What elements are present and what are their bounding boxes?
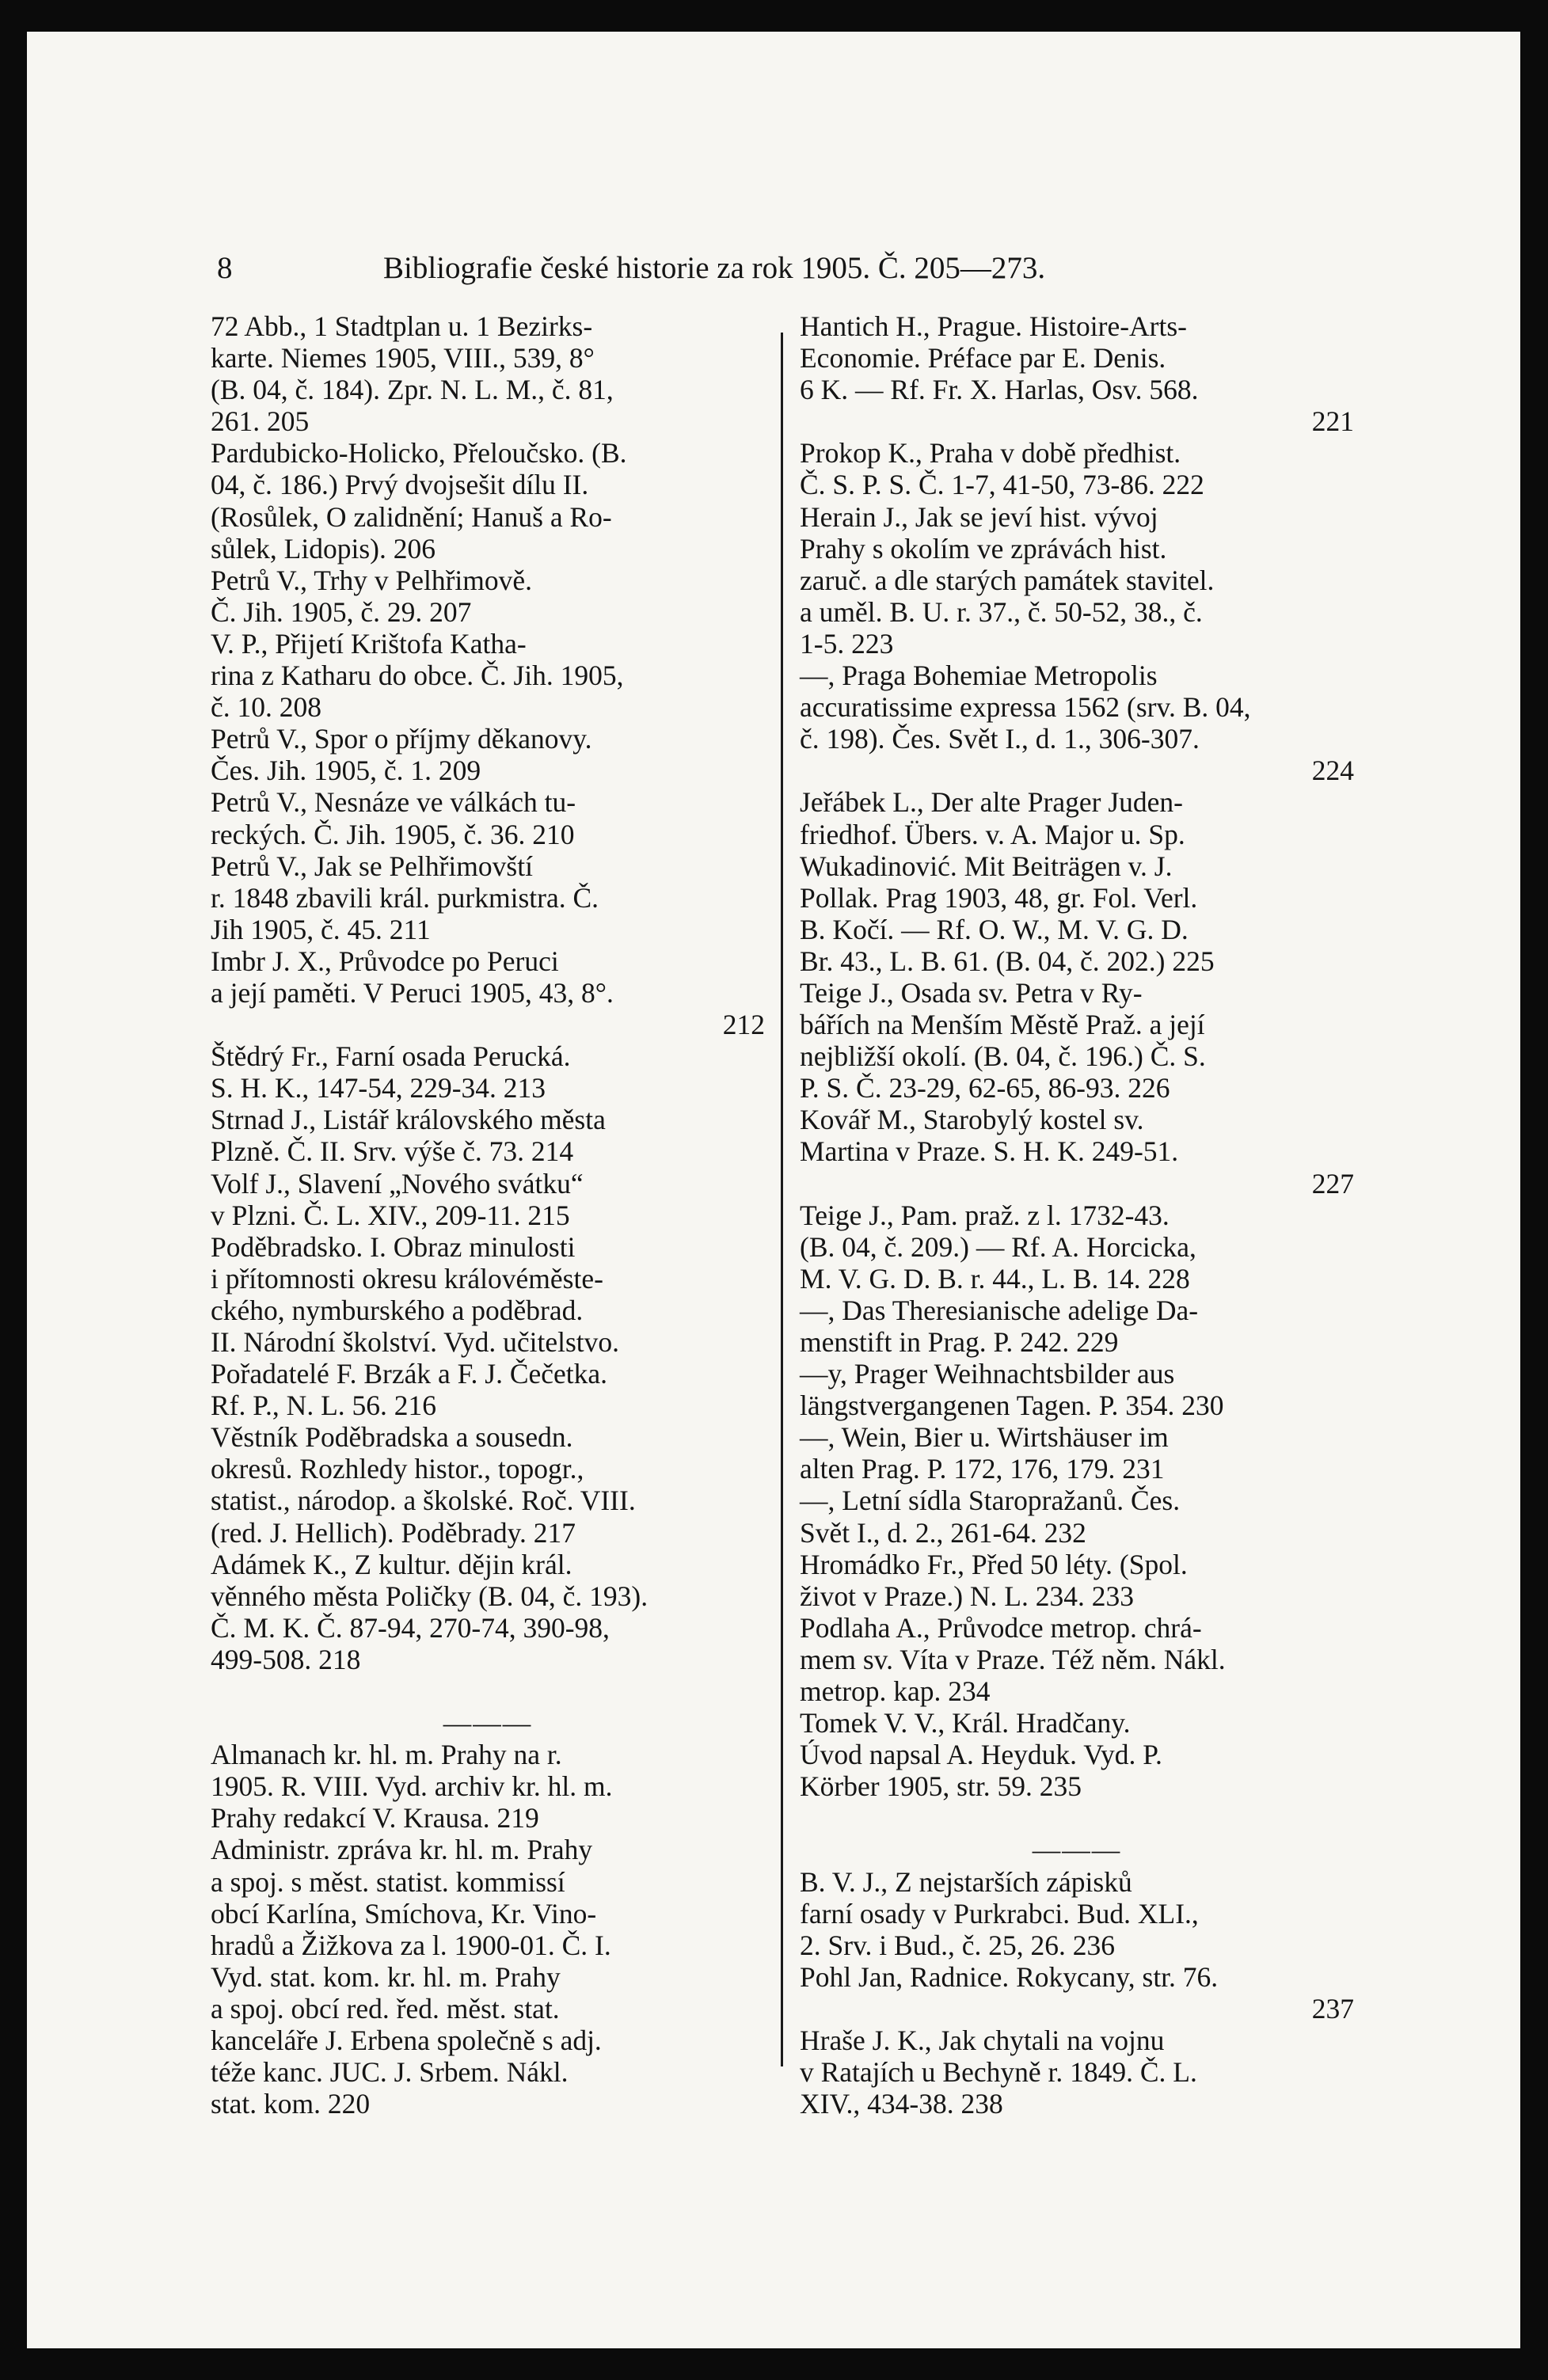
text-line: r. 1848 zbavili král. purkmistra. Č.	[211, 881, 599, 914]
text-line: mem sv. Víta v Praze. Též něm. Nákl.	[800, 1643, 1226, 1675]
section-separator: ———	[443, 1707, 533, 1739]
text-line: B. V. J., Z nejstarších zápisků	[800, 1865, 1132, 1898]
text-line: Martina v Praze. S. H. K. 249-51.	[800, 1135, 1179, 1168]
text-line: Tomek V. V., Král. Hradčany.	[800, 1707, 1131, 1739]
text-line: 72 Abb., 1 Stadtplan u. 1 Bezirks-	[211, 310, 593, 342]
text-line: karte. Niemes 1905, VIII., 539, 8°	[211, 342, 595, 374]
right-column	[800, 310, 1354, 2120]
text-line: stat. kom. 220	[211, 2088, 371, 2120]
text-line: zaruč. a dle starých památek stavitel.	[800, 564, 1215, 596]
text-line: Körber 1905, str. 59. 235	[800, 1770, 1082, 1803]
text-line: Hraše J. K., Jak chytali na vojnu	[800, 2024, 1165, 2056]
text-line: Volf J., Slavení „Nového svátku“	[211, 1167, 584, 1200]
text-line: Vyd. stat. kom. kr. hl. m. Prahy	[211, 1960, 561, 1993]
text-line: Wukadinović. Mit Beiträgen v. J.	[800, 850, 1173, 882]
text-line: Petrů V., Spor o příjmy děkanovy.	[211, 723, 592, 755]
text-line: Úvod napsal A. Heyduk. Vyd. P.	[800, 1739, 1162, 1771]
text-line: (Rosůlek, O zalidnění; Hanuš a Ro-	[211, 500, 612, 533]
text-line: a její paměti. V Peruci 1905, 43, 8°.	[211, 976, 614, 1009]
text-line: —, Wein, Bier u. Wirtshäuser im	[800, 1421, 1169, 1454]
text-line: 499-508. 218	[211, 1643, 361, 1675]
section-separator: ———	[1032, 1834, 1122, 1866]
text-line: M. V. G. D. B. r. 44., L. B. 14. 228	[800, 1262, 1190, 1295]
text-line: 1905. R. VIII. Vyd. archiv kr. hl. m.	[211, 1770, 613, 1803]
text-line: věnného města Poličky (B. 04, č. 193).	[211, 1580, 648, 1612]
text-line: V. P., Přijetí Krištofa Katha-	[211, 627, 527, 660]
left-column	[211, 310, 765, 2120]
text-line: 224	[1311, 755, 1354, 787]
text-line: Svět I., d. 2., 261-64. 232	[800, 1516, 1086, 1549]
text-line: reckých. Č. Jih. 1905, č. 36. 210	[211, 818, 575, 850]
text-line: Prahy redakcí V. Krausa. 219	[211, 1802, 539, 1834]
text-line: 227	[1311, 1167, 1354, 1200]
text-line: statist., národop. a školské. Roč. VIII.	[211, 1485, 636, 1517]
text-line: č. 10. 208	[211, 691, 322, 724]
text-line: č. 198). Čes. Svět I., d. 1., 306-307.	[800, 723, 1200, 755]
text-line: 261. 205	[211, 405, 310, 438]
text-line: Teige J., Osada sv. Petra v Ry-	[800, 976, 1143, 1009]
text-line: Věstník Poděbradska a sousedn.	[211, 1421, 573, 1454]
text-line: Č. S. P. S. Č. 1-7, 41-50, 73-86. 222	[800, 469, 1204, 501]
text-line: menstift in Prag. P. 242. 229	[800, 1326, 1119, 1358]
text-line: Pohl Jan, Radnice. Rokycany, str. 76.	[800, 1960, 1219, 1993]
text-line: Imbr J. X., Průvodce po Peruci	[211, 945, 559, 977]
text-line: Jeřábek L., Der alte Prager Juden-	[800, 786, 1183, 819]
text-line: II. Národní školství. Vyd. učitelstvo.	[211, 1326, 620, 1358]
text-line: (B. 04, č. 184). Zpr. N. L. M., č. 81,	[211, 374, 614, 406]
text-line: Podlaha A., Průvodce metrop. chrá-	[800, 1611, 1202, 1644]
text-line: friedhof. Übers. v. A. Major u. Sp.	[800, 818, 1185, 850]
text-line: Čes. Jih. 1905, č. 1. 209	[211, 755, 481, 787]
text-line: Kovář M., Starobylý kostel sv.	[800, 1104, 1144, 1136]
text-line: Jih 1905, č. 45. 211	[211, 913, 431, 945]
text-line: 1-5. 223	[800, 627, 894, 660]
text-line: Petrů V., Jak se Pelhřimovští	[211, 850, 533, 882]
text-line: B. Kočí. — Rf. O. W., M. V. G. D.	[800, 913, 1189, 945]
text-line: 237	[1311, 1992, 1354, 2025]
text-line: v Ratajích u Bechyně r. 1849. Č. L.	[800, 2056, 1197, 2089]
text-line: život v Praze.) N. L. 234. 233	[800, 1580, 1134, 1612]
text-line: 221	[1311, 405, 1354, 438]
text-line: Hromádko Fr., Před 50 léty. (Spol.	[800, 1548, 1188, 1580]
text-line: 04, č. 186.) Prvý dvojsešit dílu II.	[211, 469, 589, 501]
text-line: rina z Katharu do obce. Č. Jih. 1905,	[211, 660, 624, 692]
text-line: S. H. K., 147-54, 229-34. 213	[211, 1072, 546, 1104]
text-line: a spoj. obcí red. řed. měst. stat.	[211, 1992, 560, 2025]
text-line: hradů a Žižkova za l. 1900-01. Č. I.	[211, 1929, 611, 1961]
text-line: 212	[722, 1009, 765, 1041]
column-divider	[781, 333, 783, 2066]
text-line: —, Praga Bohemiae Metropolis	[800, 660, 1158, 692]
text-line: XIV., 434-38. 238	[800, 2088, 1003, 2120]
text-line: Teige J., Pam. praž. z l. 1732-43.	[800, 1199, 1170, 1231]
text-line: obcí Karlína, Smíchova, Kr. Vino-	[211, 1897, 597, 1929]
text-line: längstvergangenen Tagen. P. 354. 230	[800, 1390, 1224, 1422]
text-line: kanceláře J. Erbena společně s adj.	[211, 2024, 602, 2056]
text-line: Br. 43., L. B. 61. (B. 04, č. 202.) 225	[800, 945, 1215, 977]
text-line: a uměl. B. U. r. 37., č. 50-52, 38., č.	[800, 595, 1203, 628]
text-line: farní osady v Purkrabci. Bud. XLI.,	[800, 1897, 1199, 1929]
text-line: P. S. Č. 23-29, 62-65, 86-93. 226	[800, 1072, 1170, 1104]
text-line: ckého, nymburského a poděbrad.	[211, 1294, 584, 1326]
text-line: téže kanc. JUC. J. Srbem. Nákl.	[211, 2056, 569, 2089]
text-line: Adámek K., Z kultur. dějin král.	[211, 1548, 572, 1580]
text-line: sůlek, Lidopis). 206	[211, 532, 435, 565]
book-page	[27, 32, 1520, 2348]
section-gap	[800, 1802, 1354, 1834]
text-line: Č. M. K. Č. 87-94, 270-74, 390-98,	[211, 1611, 610, 1644]
text-line: Pardubicko-Holicko, Přeloučsko. (B.	[211, 437, 627, 470]
text-line: Economie. Préface par E. Denis.	[800, 342, 1166, 374]
text-line: —y, Prager Weihnachtsbilder aus	[800, 1358, 1175, 1390]
text-line: accuratissime expressa 1562 (srv. B. 04,	[800, 691, 1251, 724]
text-line: Administr. zpráva kr. hl. m. Prahy	[211, 1834, 593, 1866]
text-line: metrop. kap. 234	[800, 1675, 991, 1708]
text-line: Prahy s okolím ve zprávách hist.	[800, 532, 1167, 565]
section-gap	[211, 1675, 765, 1707]
text-line: okresů. Rozhledy histor., topogr.,	[211, 1453, 584, 1485]
text-line: (B. 04, č. 209.) — Rf. A. Horcicka,	[800, 1230, 1196, 1263]
text-line: bářích na Menším Městě Praž. a její	[800, 1009, 1205, 1041]
text-line: Petrů V., Trhy v Pelhřimově.	[211, 564, 533, 596]
text-line: Herain J., Jak se jeví hist. vývoj	[800, 500, 1158, 533]
running-title: Bibliografie české historie za rok 1905. Č. 205—273.	[383, 251, 1046, 285]
text-line: Poděbradsko. I. Obraz minulosti	[211, 1230, 576, 1263]
text-line: Plzně. Č. II. Srv. výše č. 73. 214	[211, 1135, 574, 1168]
text-line: alten Prag. P. 172, 176, 179. 231	[800, 1453, 1165, 1485]
text-line: 6 K. — Rf. Fr. X. Harlas, Osv. 568.	[800, 374, 1199, 406]
text-line: Rf. P., N. L. 56. 216	[211, 1390, 437, 1422]
text-line: Hantich H., Prague. Histoire-Arts-	[800, 310, 1187, 342]
text-line: Pořadatelé F. Brzák a F. J. Čečetka.	[211, 1358, 608, 1390]
text-line: 2. Srv. i Bud., č. 25, 26. 236	[800, 1929, 1116, 1961]
text-line: Pollak. Prag 1903, 48, gr. Fol. Verl.	[800, 881, 1198, 914]
text-line: (red. J. Hellich). Poděbrady. 217	[211, 1516, 576, 1549]
text-line: Štědrý Fr., Farní osada Perucká.	[211, 1040, 571, 1073]
text-line: i přítomnosti okresu královéměste-	[211, 1262, 603, 1295]
text-line: Č. Jih. 1905, č. 29. 207	[211, 595, 472, 628]
text-line: Prokop K., Praha v době předhist.	[800, 437, 1181, 470]
text-line: Strnad J., Listář královského města	[211, 1104, 606, 1136]
text-line: a spoj. s měst. statist. kommissí	[211, 1865, 565, 1898]
text-line: v Plzni. Č. L. XIV., 209-11. 215	[211, 1199, 570, 1231]
text-line: Almanach kr. hl. m. Prahy na r.	[211, 1739, 562, 1771]
text-line: nejbližší okolí. (B. 04, č. 196.) Č. S.	[800, 1040, 1206, 1073]
page-number: 8	[217, 251, 233, 285]
text-line: —, Letní sídla Staropražanů. Čes.	[800, 1485, 1181, 1517]
text-line: Petrů V., Nesnáze ve válkách tu-	[211, 786, 576, 819]
text-line: —, Das Theresianische adelige Da-	[800, 1294, 1199, 1326]
